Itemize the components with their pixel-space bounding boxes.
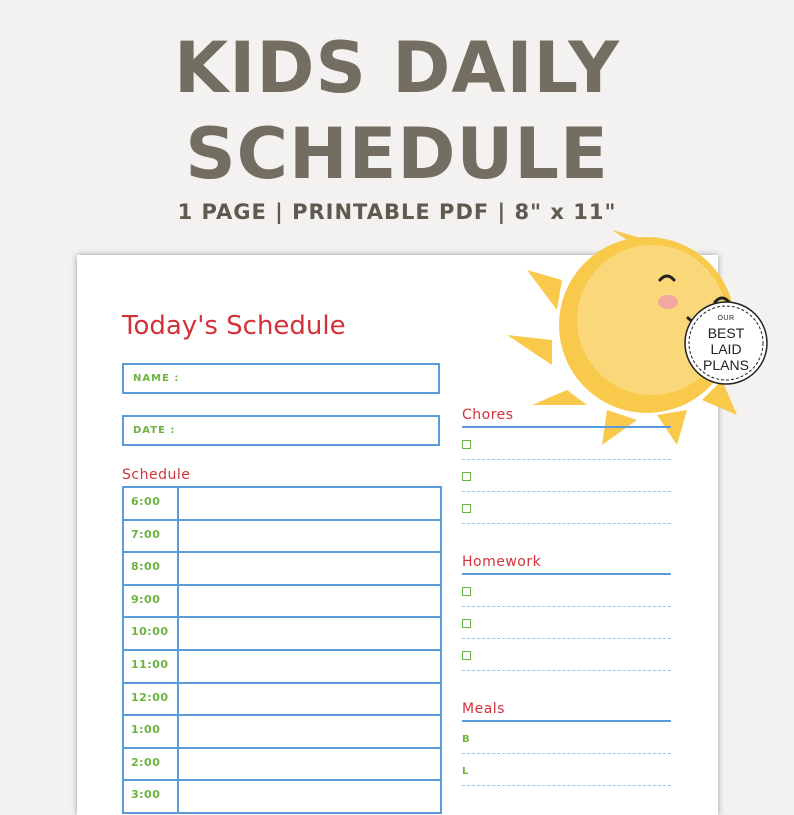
schedule-time: 3:00 — [124, 781, 179, 812]
checkbox-icon — [462, 587, 471, 596]
chores-heading: Chores — [462, 407, 514, 423]
schedule-time: 8:00 — [124, 553, 179, 584]
schedule-time: 11:00 — [124, 651, 179, 682]
schedule-row — [124, 488, 440, 521]
schedule-entry — [179, 521, 440, 552]
schedule-entry — [179, 781, 440, 812]
meals-section — [462, 701, 671, 786]
schedule-row — [124, 521, 440, 554]
schedule-entry — [179, 488, 440, 519]
checkbox-icon — [462, 504, 471, 513]
meal-item — [462, 722, 671, 754]
schedule-entry — [179, 618, 440, 649]
schedule-entry — [179, 651, 440, 682]
checkbox-icon — [462, 440, 471, 449]
homework-item — [462, 575, 671, 607]
meal-item — [462, 754, 671, 786]
schedule-row — [124, 586, 440, 619]
schedule-row — [124, 651, 440, 684]
checkbox-icon — [462, 472, 471, 481]
printable-sheet-preview — [77, 255, 749, 815]
date-field — [122, 415, 440, 446]
schedule-time: 1:00 — [124, 716, 179, 747]
homework-item — [462, 639, 671, 671]
chore-item — [462, 460, 671, 492]
schedule-entry — [179, 749, 440, 780]
homework-heading: Homework — [462, 554, 542, 570]
schedule-row — [124, 684, 440, 717]
brand-text-best: BEST — [707, 325, 745, 341]
schedule-time: 7:00 — [124, 521, 179, 552]
schedule-row — [124, 781, 440, 814]
schedule-time: 6:00 — [124, 488, 179, 519]
brand-text-top: OUR — [717, 315, 735, 322]
date-field-label: DATE : — [133, 425, 176, 436]
homework-item — [462, 607, 671, 639]
schedule-time: 9:00 — [124, 586, 179, 617]
checkbox-icon — [462, 619, 471, 628]
schedule-row — [124, 553, 440, 586]
hero-title-line-1: KIDS DAILY — [174, 27, 620, 109]
schedule-row — [124, 749, 440, 782]
schedule-row — [124, 618, 440, 651]
schedule-entry — [179, 586, 440, 617]
brand-logo — [683, 300, 769, 386]
brand-text-laid: LAID — [710, 341, 742, 357]
chore-item — [462, 428, 671, 460]
schedule-heading: Schedule — [122, 467, 191, 483]
schedule-time: 2:00 — [124, 749, 179, 780]
checkbox-icon — [462, 651, 471, 660]
name-field — [122, 363, 440, 394]
schedule-entry — [179, 684, 440, 715]
homework-section — [462, 554, 671, 671]
schedule-table — [122, 486, 442, 814]
chores-section — [462, 407, 671, 524]
schedule-entry — [179, 716, 440, 747]
chore-item — [462, 492, 671, 524]
meal-letter: L — [462, 766, 469, 777]
schedule-time: 10:00 — [124, 618, 179, 649]
hero-subtitle: 1 PAGE | PRINTABLE PDF | 8" x 11" — [177, 200, 617, 224]
name-field-label: NAME : — [133, 373, 180, 384]
schedule-time: 12:00 — [124, 684, 179, 715]
hero-title-line-2: SCHEDULE — [185, 113, 609, 195]
meal-letter: B — [462, 734, 470, 745]
brand-text-plans: PLANS — [703, 357, 749, 373]
schedule-row — [124, 716, 440, 749]
sheet-title: Today's Schedule — [122, 311, 346, 341]
schedule-entry — [179, 553, 440, 584]
meals-heading: Meals — [462, 701, 505, 717]
